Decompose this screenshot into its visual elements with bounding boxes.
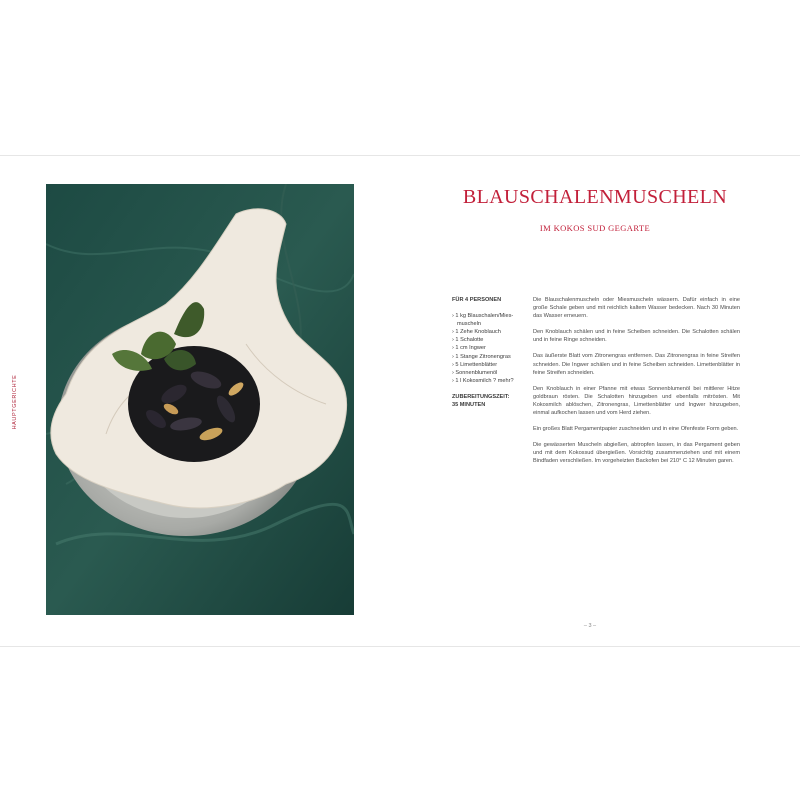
instruction-paragraph: Den Knoblauch schälen und in feine Scheiben schneiden. Die Schalotten schälen und in feine Ringe schneiden. [533, 329, 740, 344]
prep-time-value: 35 MINUTEN [452, 402, 486, 409]
mussels-in-parchment-photo [46, 184, 354, 615]
recipe-subtitle: IM KOKOS SUD GEGARTE [539, 223, 651, 233]
ingredient-item: › 5 Limettenblätter [452, 361, 498, 368]
instructions-column [533, 296, 740, 474]
page-number: – 3 – [583, 623, 597, 629]
ingredient-item: muscheln [457, 321, 481, 328]
instruction-paragraph: Das äußerste Blatt vom Zitronengras entfernen. Das Zitronengras in feine Streifen schneiden. Die Ingwer schälen und in feine Scheiben schneiden. Limettenblätter in feine Streifen schneiden. [533, 353, 740, 376]
ingredient-item: › 1 Stange Zitronengras [452, 353, 511, 360]
instruction-paragraph: Die Blauschalenmuscheln oder Miesmuscheln wässern. Dafür einfach in eine große Schale geben und mit reichlich kaltem Wasser bedecken. Nach 30 Minuten das Wasser erneuern. [533, 297, 740, 320]
ingredient-item: › Sonnenblumenöl [452, 369, 498, 376]
recipe-title: BLAUSCHALENMUSCHELN [462, 186, 728, 208]
ingredient-item: › 1 Zehe Knoblauch [452, 329, 501, 336]
ingredients-column [452, 296, 532, 409]
prep-time-label: ZUBEREITUNGSZEIT: [452, 393, 510, 400]
ingredient-item: › 1 kg Blauschalen/Mies- [452, 313, 514, 320]
instruction-paragraph: Ein großes Blatt Pergamentpapier zuschneiden und in eine Ofenfeste Form geben. [533, 426, 739, 433]
ingredient-item: › 1 l Kokosmilch ? mehr? [452, 377, 514, 384]
instruction-paragraph: Den Knoblauch in einer Pfanne mit etwas Sonnenblumenöl bei mittlerer Hitze goldbraun rösten. Die Schalotten hinzugeben und ebenfalls mitrösten. Mit Kokosmilch ablöschen, Zitronengras, Limettenblätter und Ingwer hinzugeben, einmal aufkochen lassen und vom Herd ziehen. [533, 385, 740, 417]
instruction-paragraph: Die gewässerten Muscheln abgießen, abtropfen lassen, in das Pergament geben und mit dem Kokossud übergießen. Vorsichtig zusammenziehen und mit einem Bindfaden verschließen. Im vorgeheizten Backofen bei 210° C 12 Minuten garen. [533, 442, 740, 465]
ingredient-item: › 1 cm Ingwer [452, 345, 486, 352]
section-side-label: HAUPTGERICHTE [12, 374, 18, 430]
servings-heading: FÜR 4 PERSONEN [452, 297, 502, 303]
dish-photo [46, 184, 354, 615]
ingredient-item: › 1 Schalotte [452, 337, 484, 344]
